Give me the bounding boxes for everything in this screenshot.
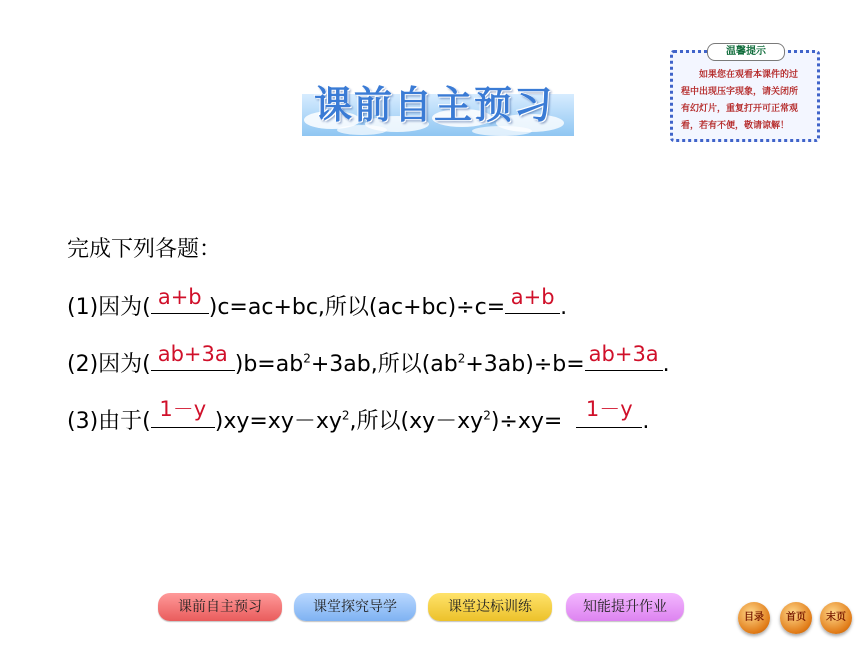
page-title: 课前自主预习 (314, 83, 555, 127)
q3-part-3: )÷xy= (490, 409, 563, 434)
q3-exponent-2: 2 (483, 408, 491, 423)
contents-button[interactable]: 目录 (738, 602, 770, 634)
q3-answer-1: 1－y (159, 397, 207, 421)
q2-part-3: +3ab)÷b= (465, 352, 585, 377)
q1-blank-1 (151, 285, 209, 314)
q2-prefix: (2)因为( (67, 352, 151, 377)
tip-line: 有幻灯片，重复打开可正常观 (681, 104, 799, 114)
q1-answer-2: a+b (510, 285, 555, 309)
last-page-button[interactable]: 末页 (820, 602, 852, 634)
exercise-heading: 完成下列各题： (67, 237, 222, 262)
q3-suffix: . (642, 409, 650, 434)
q2-answer-2: ab+3a (588, 342, 659, 366)
q2-blank-2 (585, 342, 663, 371)
nav-button-homework[interactable]: 知能提升作业 (566, 593, 684, 621)
q1-middle: )c=ac+bc,所以(ac+bc)÷c= (208, 295, 506, 320)
tip-title: 温馨提示 (707, 43, 785, 61)
q2-exponent-1: 2 (303, 351, 311, 366)
q2-suffix: . (662, 352, 670, 377)
q1-prefix: (1)因为( (67, 295, 151, 320)
question-3 (67, 397, 650, 435)
question-1 (67, 285, 568, 321)
q2-part-2: +3ab,所以(ab (310, 352, 458, 377)
nav-button-practice[interactable]: 课堂达标训练 (428, 593, 552, 621)
q2-exponent-2: 2 (457, 351, 466, 366)
first-page-button[interactable]: 首页 (780, 602, 812, 634)
q3-exponent-1: 2 (341, 408, 350, 423)
q1-answer-1: a+b (157, 285, 202, 309)
question-2 (67, 342, 670, 378)
q3-blank-2 (576, 397, 642, 428)
tip-body (681, 67, 813, 135)
q3-part-1: )xy=xy－xy (214, 409, 342, 434)
q3-prefix: (3)由于( (67, 409, 151, 434)
nav-button-preview[interactable]: 课前自主预习 (158, 593, 282, 621)
q2-blank-1 (151, 342, 235, 371)
title-banner (302, 68, 574, 136)
q3-answer-2: 1－y (585, 397, 633, 421)
q3-blank-1 (151, 397, 215, 428)
nav-button-explore[interactable]: 课堂探究导学 (294, 593, 416, 621)
q1-blank-2 (505, 285, 560, 314)
tip-line: 如果您在观看本课件的过 (699, 70, 799, 80)
q1-suffix: . (560, 295, 568, 320)
q2-answer-1: ab+3a (157, 342, 228, 366)
q2-part-1: )b=ab (234, 352, 304, 377)
q3-part-2: ,所以(xy－xy (349, 409, 484, 434)
tip-line: 看，若有不便，敬请谅解！ (681, 121, 790, 131)
tip-box (670, 46, 820, 142)
tip-line: 程中出现压字现象，请关闭所 (681, 87, 799, 97)
